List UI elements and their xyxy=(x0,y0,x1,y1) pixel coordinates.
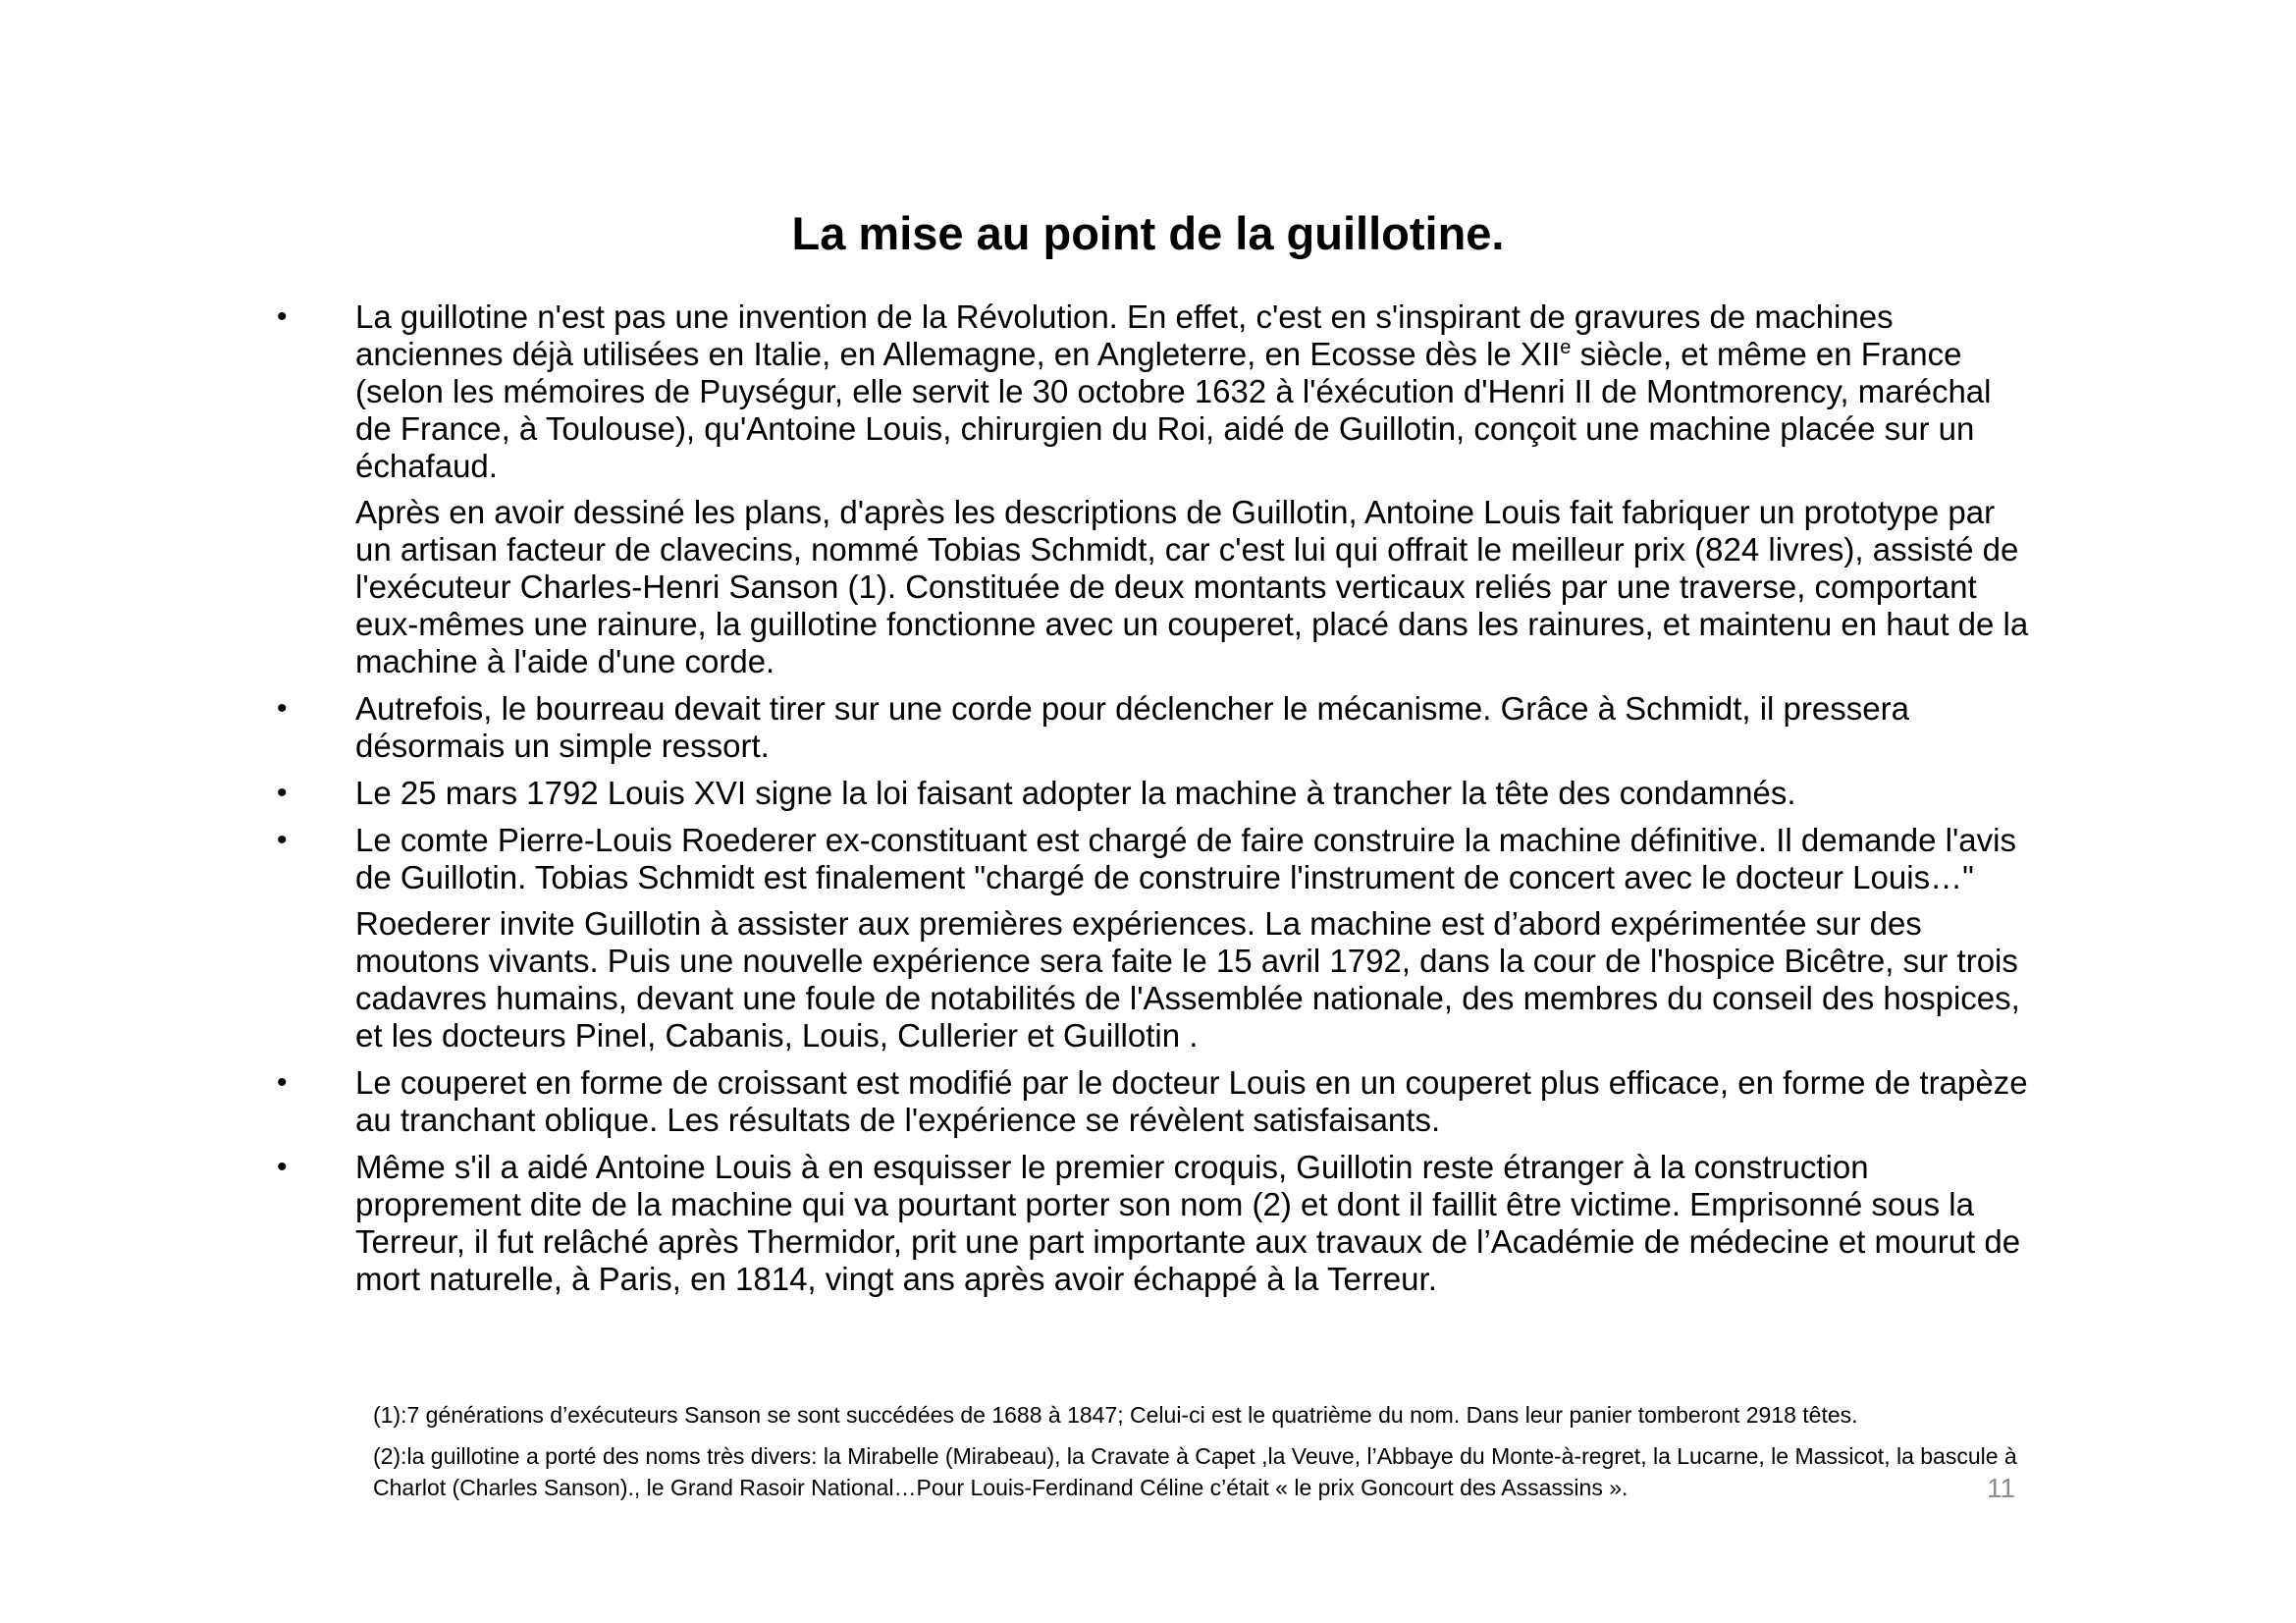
bullet-icon: • xyxy=(277,777,288,809)
superscript: e xyxy=(1560,337,1572,358)
paragraph xyxy=(355,298,2034,485)
page-number: 11 xyxy=(1987,1473,2016,1503)
list-item xyxy=(277,1064,2034,1139)
list-item xyxy=(277,775,2034,812)
paragraph: Après en avoir dessiné les plans, d'après les descriptions de Guillotin, Antoine Louis fait fabriquer un prototype par un artisan facteur de clavecins, nommé Tobias Schmidt, car c'est lui qui offrait le meilleur prix (824 livres), assisté de l'exécuteur Charles-Henri Sanson (1). Constituée de deux montants verticaux reliés par une traverse, comportant eux-mêmes une rainure, la guillotine fonctionne avec un couperet, placé dans les rainures, et maintenu en haut de la machine à l'aide d'une corde. xyxy=(355,494,2029,679)
slide-title: La mise au point de la guillotine. xyxy=(791,207,1505,259)
paragraph: Roederer invite Guillotin à assister aux premières expériences. La machine est d’abord expérimentée sur des moutons vivants. Puis une nouvelle expérience sera faite le 15 avril 1792, dans la cour de l'hospice Bicêtre, sur trois cadavres humains, devant une foule de notabilités de l'Assemblée nationale, des membres du conseil des hospices, et les docteurs Pinel, Cabanis, Louis, Cullerier et Guillotin . xyxy=(355,905,2020,1054)
paragraph: Le couperet en forme de croissant est modifié par le docteur Louis en un couperet plus efficace, en forme de trapèze au tranchant oblique. Les résultats de l'expérience se révèlent satisfaisants. xyxy=(355,1064,2028,1138)
list-item xyxy=(277,1149,2034,1298)
paragraph: Même s'il a aidé Antoine Louis à en esquisser le premier croquis, Guillotin reste étranger à la construction proprement dite de la machine qui va pourtant porter son nom (2) et dont il faillit être victime. Emprisonné sous la Terreur, il fut relâché après Thermidor, prit une part importante aux travaux de l’Académie de médecine et mourut de mort naturelle, à Paris, en 1814, vingt ans après avoir échappé à la Terreur. xyxy=(355,1149,2021,1297)
footnote-1: (1):7 générations d’exécuteurs Sanson se sont succédées de 1688 à 1847; Celui-ci est le quatrième du nom. Dans leur panier tomberont 2918 têtes. xyxy=(373,1402,1858,1428)
bullet-icon: • xyxy=(277,1151,288,1183)
list-item xyxy=(277,690,2034,765)
paragraph: Le 25 mars 1792 Louis XVI signe la loi faisant adopter la machine à trancher la tête des condamnés. xyxy=(355,775,1796,811)
bullet-list xyxy=(277,298,2034,1308)
paragraph: Le comte Pierre-Louis Roederer ex-constituant est chargé de faire construire la machine définitive. Il demande l'avis de Guillotin. Tobias Schmidt est finalement "chargé de construire l'instrument de concert avec le docteur Louis…" xyxy=(355,822,2016,895)
list-item xyxy=(277,298,2034,680)
bullet-icon: • xyxy=(277,692,288,725)
list-item xyxy=(277,822,2034,1055)
paragraph-text: La guillotine n'est pas une invention de la Révolution. En effet, c'est en s'inspirant de gravures de machines anciennes déjà utilisées en Italie, en Allemagne, en Angleterre, en Ecosse dès le XII xyxy=(355,298,1894,372)
paragraph: Autrefois, le bourreau devait tirer sur une corde pour déclencher le mécanisme. Grâce à Schmidt, il pressera désormais un simple ressort. xyxy=(355,690,1909,764)
bullet-icon: • xyxy=(277,1066,288,1099)
bullet-icon: • xyxy=(277,824,288,856)
bullet-icon: • xyxy=(277,300,288,333)
paragraph-text: siècle, et même en France (selon les mémoires de Puységur, elle servit le 30 octobre 1632 à l'éxécution d'Henri II de Montmorency, maréchal de France, à Toulouse), qu'Antoine Louis, chirurgien du Roi, aidé de Guillotin, conçoit une machine placée sur un échafaud. xyxy=(355,336,1992,484)
footnote-2: (2):la guillotine a porté des noms très divers: la Mirabelle (Mirabeau), la Cravate à Capet ,la Veuve, l’Abbaye du Monte-à-regret, la Lucarne, le Massicot, la bascule à Charlot (Charles Sanson)., le Grand Rasoir National…Pour Louis-Ferdinand Céline c’était « le prix Goncourt des Assassins ». xyxy=(373,1443,2017,1500)
footnotes xyxy=(373,1399,2042,1513)
